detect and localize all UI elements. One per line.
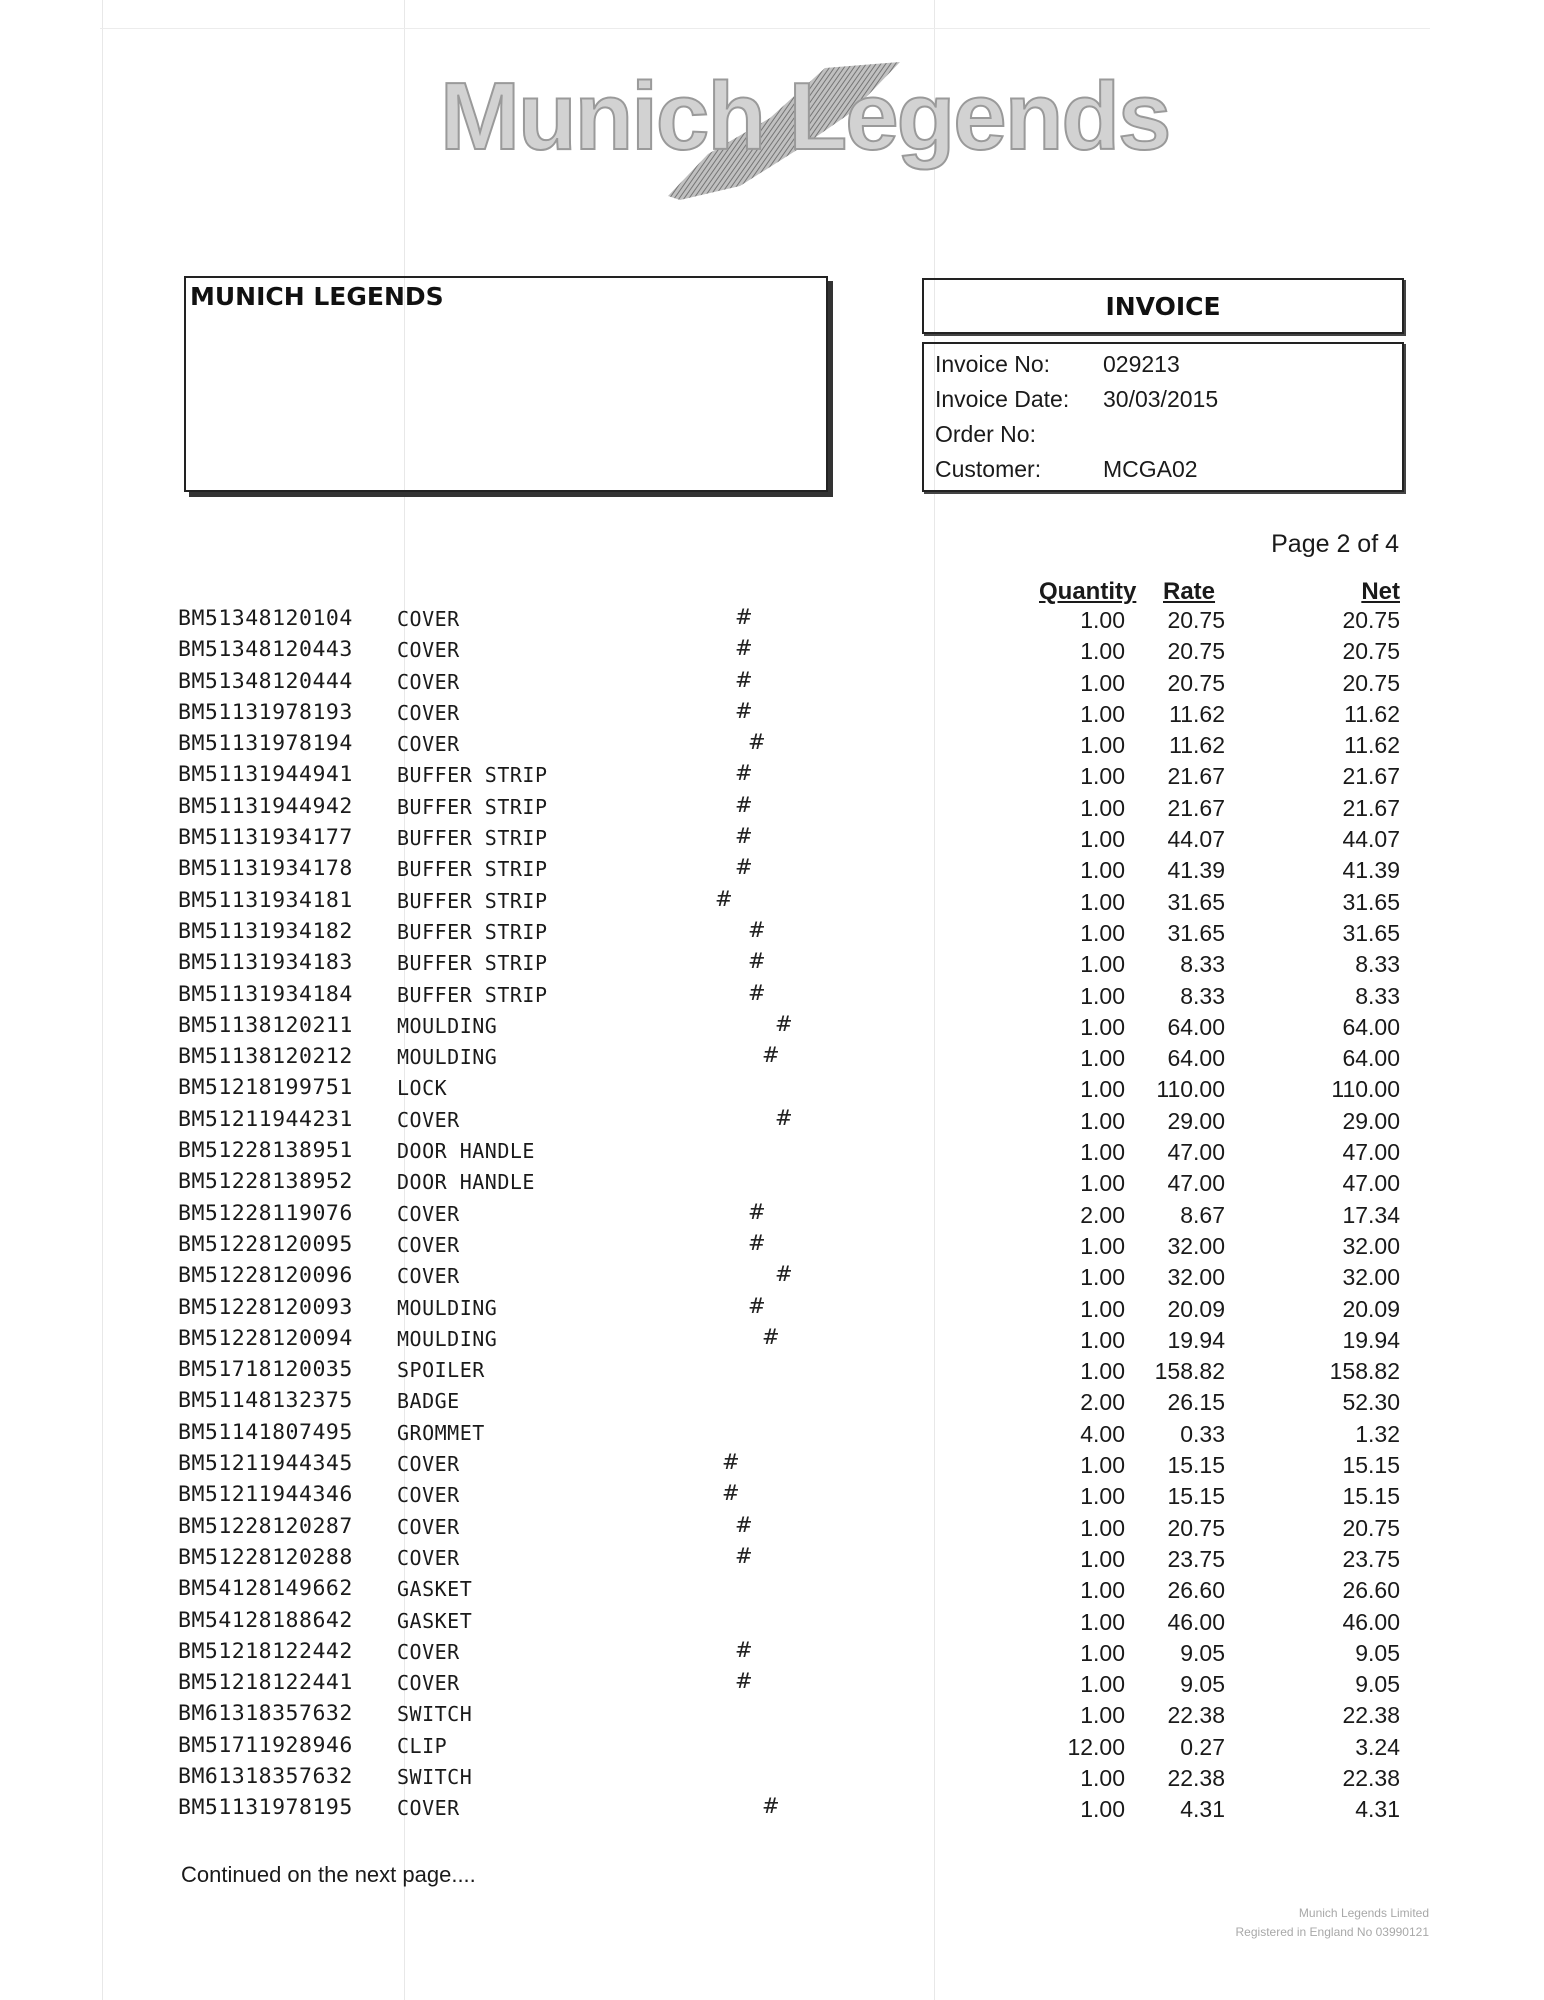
item-description: MOULDING — [397, 1295, 498, 1320]
item-mark: # — [735, 698, 753, 723]
table-row — [0, 1199, 1544, 1230]
item-net: 1.32 — [1355, 1420, 1400, 1447]
invoice-details-box — [922, 342, 1404, 492]
item-mark: # — [735, 1543, 753, 1568]
table-row — [0, 792, 1544, 823]
item-quantity: 1.00 — [1080, 1671, 1125, 1698]
item-code: BM51211944231 — [178, 1106, 353, 1132]
company-registration-footer — [1236, 1904, 1429, 1942]
item-description: BUFFER STRIP — [397, 888, 548, 913]
item-net: 20.75 — [1342, 1514, 1400, 1541]
table-row — [0, 1574, 1544, 1605]
item-net: 9.05 — [1355, 1671, 1400, 1698]
item-quantity: 2.00 — [1080, 1389, 1125, 1416]
item-quantity: 1.00 — [1080, 1796, 1125, 1823]
item-code: BM51228120288 — [178, 1544, 353, 1570]
item-mark: # — [775, 1262, 793, 1287]
item-description: COVER — [397, 700, 460, 725]
item-quantity: 1.00 — [1080, 1326, 1125, 1353]
item-mark: # — [748, 917, 766, 942]
item-code: BM51228120093 — [178, 1294, 353, 1320]
item-mark: # — [775, 1105, 793, 1130]
item-quantity: 1.00 — [1080, 982, 1125, 1009]
item-net: 46.00 — [1342, 1608, 1400, 1635]
item-rate: 26.60 — [1167, 1577, 1225, 1604]
item-code: BM51131934178 — [178, 856, 353, 882]
item-description: CLIP — [397, 1733, 448, 1758]
item-rate: 15.15 — [1167, 1452, 1225, 1479]
item-description: MOULDING — [397, 1326, 498, 1351]
item-code: BM51218199751 — [178, 1075, 353, 1101]
item-quantity: 1.00 — [1080, 1483, 1125, 1510]
item-quantity: 1.00 — [1080, 857, 1125, 884]
item-code: BM51131934182 — [178, 918, 353, 944]
item-description: COVER — [397, 1671, 460, 1696]
item-description: BADGE — [397, 1389, 460, 1414]
item-rate: 64.00 — [1167, 1013, 1225, 1040]
item-rate: 20.09 — [1167, 1295, 1225, 1322]
table-row — [0, 1606, 1544, 1637]
column-header-rate: Rate — [1163, 578, 1216, 605]
table-row — [0, 1731, 1544, 1762]
item-description: COVER — [397, 638, 460, 663]
item-mark: # — [762, 1043, 780, 1068]
item-code: BM51348120443 — [178, 637, 353, 663]
item-rate: 41.39 — [1167, 857, 1225, 884]
item-net: 32.00 — [1342, 1264, 1400, 1291]
item-net: 9.05 — [1355, 1639, 1400, 1666]
logo-text: Munich Legends — [440, 63, 1170, 170]
item-code: BM51131944941 — [178, 762, 353, 788]
item-code: BM51131978193 — [178, 699, 353, 725]
item-mark: # — [748, 980, 766, 1005]
item-quantity: 2.00 — [1080, 1201, 1125, 1228]
item-rate: 15.15 — [1167, 1483, 1225, 1510]
item-quantity: 1.00 — [1080, 1764, 1125, 1791]
item-description: BUFFER STRIP — [397, 857, 548, 882]
item-code: BM51141807495 — [178, 1419, 353, 1445]
item-net: 19.94 — [1342, 1326, 1400, 1353]
item-net: 64.00 — [1342, 1045, 1400, 1072]
continued-note: Continued on the next page.... — [181, 1862, 476, 1887]
item-code: BM51138120211 — [178, 1012, 353, 1038]
table-row — [0, 1230, 1544, 1261]
item-description: MOULDING — [397, 1013, 498, 1038]
item-quantity: 1.00 — [1080, 1358, 1125, 1385]
item-rate: 11.62 — [1169, 700, 1225, 727]
item-code: BM51131978195 — [178, 1795, 353, 1821]
item-net: 22.38 — [1342, 1702, 1400, 1729]
item-description: BUFFER STRIP — [397, 763, 548, 788]
item-mark: # — [735, 792, 753, 817]
item-code: BM51211944346 — [178, 1482, 353, 1508]
item-rate: 47.00 — [1167, 1139, 1225, 1166]
item-net: 29.00 — [1342, 1107, 1400, 1134]
item-quantity: 1.00 — [1080, 1139, 1125, 1166]
item-code: BM54128149662 — [178, 1576, 353, 1602]
item-mark: # — [735, 761, 753, 786]
table-row — [0, 1637, 1544, 1668]
item-code: BM51228120094 — [178, 1325, 353, 1351]
table-row — [0, 1293, 1544, 1324]
item-description: GASKET — [397, 1577, 473, 1602]
item-net: 110.00 — [1331, 1076, 1400, 1103]
item-quantity: 1.00 — [1080, 1577, 1125, 1604]
item-description: COVER — [397, 1514, 460, 1539]
item-description: BUFFER STRIP — [397, 826, 548, 851]
item-mark: # — [722, 1450, 740, 1475]
table-row — [0, 917, 1544, 948]
item-rate: 29.00 — [1167, 1107, 1225, 1134]
item-mark: # — [775, 1011, 793, 1036]
item-quantity: 1.00 — [1080, 700, 1125, 727]
page-indicator: Page 2 of 4 — [1271, 530, 1399, 558]
item-mark: # — [735, 667, 753, 692]
item-rate: 44.07 — [1167, 826, 1225, 853]
table-row — [0, 667, 1544, 698]
item-code: BM51131934184 — [178, 981, 353, 1007]
table-row — [0, 604, 1544, 635]
item-description: COVER — [397, 1201, 460, 1226]
item-net: 8.33 — [1355, 982, 1400, 1009]
item-mark: # — [748, 1293, 766, 1318]
item-net: 15.15 — [1342, 1452, 1400, 1479]
item-code: BM51718120035 — [178, 1357, 353, 1383]
item-rate: 31.65 — [1167, 919, 1225, 946]
table-row — [0, 1699, 1544, 1730]
item-quantity: 1.00 — [1080, 669, 1125, 696]
item-net: 20.75 — [1342, 607, 1400, 633]
detail-label: Invoice No: — [935, 351, 1051, 377]
detail-label: Invoice Date: — [935, 386, 1070, 412]
item-rate: 20.75 — [1167, 1514, 1225, 1541]
table-row — [0, 1512, 1544, 1543]
table-row — [0, 635, 1544, 666]
item-net: 3.24 — [1355, 1733, 1400, 1760]
item-mark: # — [748, 949, 766, 974]
item-net: 21.67 — [1342, 794, 1400, 821]
item-quantity: 1.00 — [1080, 1264, 1125, 1291]
table-row — [0, 1011, 1544, 1042]
table-row — [0, 854, 1544, 885]
item-description: SWITCH — [397, 1764, 473, 1789]
item-mark: # — [748, 1230, 766, 1255]
item-quantity: 1.00 — [1080, 763, 1125, 790]
table-row — [0, 1167, 1544, 1198]
item-description: COVER — [397, 1796, 460, 1821]
company-logo — [440, 58, 1170, 208]
item-net: 20.09 — [1342, 1295, 1400, 1322]
item-net: 26.60 — [1342, 1577, 1400, 1604]
item-description: BUFFER STRIP — [397, 951, 548, 976]
item-code: BM51711928946 — [178, 1732, 353, 1758]
table-row — [0, 1386, 1544, 1417]
item-mark: # — [748, 1199, 766, 1224]
item-quantity: 1.00 — [1080, 919, 1125, 946]
item-net: 47.00 — [1342, 1139, 1400, 1166]
item-net: 158.82 — [1329, 1358, 1400, 1385]
item-rate: 110.00 — [1156, 1076, 1225, 1103]
item-quantity: 1.00 — [1080, 888, 1125, 915]
table-row — [0, 1261, 1544, 1292]
item-code: BM51131944942 — [178, 793, 353, 819]
item-net: 11.62 — [1344, 700, 1400, 727]
item-code: BM61318357632 — [178, 1701, 353, 1727]
item-quantity: 1.00 — [1080, 1295, 1125, 1322]
table-row — [0, 729, 1544, 760]
item-net: 52.30 — [1342, 1389, 1400, 1416]
invoice-number: 029213 — [1103, 351, 1180, 377]
item-quantity: 1.00 — [1080, 1452, 1125, 1479]
item-quantity: 1.00 — [1080, 1232, 1125, 1259]
table-row — [0, 1418, 1544, 1449]
table-row — [0, 698, 1544, 729]
item-description: LOCK — [397, 1076, 448, 1101]
item-rate: 9.05 — [1180, 1639, 1225, 1666]
item-description: SPOILER — [397, 1358, 485, 1383]
item-net: 17.34 — [1342, 1201, 1400, 1228]
item-description: GROMMET — [397, 1420, 485, 1445]
item-rate: 20.75 — [1167, 669, 1225, 696]
item-rate: 158.82 — [1154, 1358, 1225, 1385]
item-net: 15.15 — [1342, 1483, 1400, 1510]
item-rate: 0.27 — [1180, 1733, 1225, 1760]
table-row — [0, 1073, 1544, 1104]
item-code: BM51228119076 — [178, 1200, 353, 1226]
item-net: 41.39 — [1342, 857, 1400, 884]
table-row — [0, 760, 1544, 791]
item-code: BM51138120212 — [178, 1044, 353, 1070]
item-code: BM61318357632 — [178, 1763, 353, 1789]
item-code: BM51228138952 — [178, 1169, 353, 1195]
table-row — [0, 1449, 1544, 1480]
item-rate: 4.31 — [1180, 1796, 1225, 1823]
item-rate: 8.33 — [1180, 951, 1225, 978]
item-quantity: 1.00 — [1080, 1639, 1125, 1666]
item-net: 64.00 — [1342, 1013, 1400, 1040]
item-mark: # — [735, 1512, 753, 1537]
item-quantity: 1.00 — [1080, 607, 1125, 633]
item-net: 32.00 — [1342, 1232, 1400, 1259]
item-code: BM51228138951 — [178, 1138, 353, 1164]
item-quantity: 1.00 — [1080, 1107, 1125, 1134]
item-net: 23.75 — [1342, 1545, 1400, 1572]
item-code: BM51348120104 — [178, 606, 353, 631]
item-mark: # — [748, 730, 766, 755]
item-mark: # — [722, 1481, 740, 1506]
item-net: 31.65 — [1342, 919, 1400, 946]
item-rate: 21.67 — [1167, 763, 1225, 790]
item-quantity: 1.00 — [1080, 1170, 1125, 1197]
item-code: BM51228120096 — [178, 1263, 353, 1289]
detail-label: Order No: — [935, 421, 1036, 447]
item-net: 11.62 — [1344, 732, 1400, 759]
item-description: COVER — [397, 732, 460, 757]
item-quantity: 1.00 — [1080, 1076, 1125, 1103]
item-quantity: 1.00 — [1080, 1514, 1125, 1541]
item-rate: 11.62 — [1169, 732, 1225, 759]
column-header-quantity: Quantity — [1039, 578, 1137, 605]
table-row — [0, 1793, 1544, 1824]
item-code: BM51211944345 — [178, 1451, 353, 1477]
item-code: BM54128188642 — [178, 1607, 353, 1633]
item-mark: # — [735, 1669, 753, 1694]
invoice-title: INVOICE — [1105, 291, 1221, 321]
item-rate: 21.67 — [1167, 794, 1225, 821]
item-rate: 26.15 — [1167, 1389, 1225, 1416]
item-mark: # — [735, 855, 753, 880]
footer-registration: Registered in England No 03990121 — [1235, 1925, 1429, 1939]
sender-name: MUNICH LEGENDS — [190, 282, 444, 311]
table-row — [0, 1105, 1544, 1136]
item-description: BUFFER STRIP — [397, 982, 548, 1007]
item-description: COVER — [397, 1452, 460, 1477]
item-rate: 47.00 — [1167, 1170, 1225, 1197]
item-mark: # — [762, 1794, 780, 1819]
item-net: 47.00 — [1342, 1170, 1400, 1197]
table-row — [0, 1762, 1544, 1793]
table-row — [0, 1543, 1544, 1574]
item-description: MOULDING — [397, 1045, 498, 1070]
table-row — [0, 1355, 1544, 1386]
item-net: 20.75 — [1342, 638, 1400, 665]
item-description: BUFFER STRIP — [397, 794, 548, 819]
item-mark: # — [735, 636, 753, 661]
item-quantity: 1.00 — [1080, 1045, 1125, 1072]
item-description: BUFFER STRIP — [397, 919, 548, 944]
item-rate: 64.00 — [1167, 1045, 1225, 1072]
item-quantity: 1.00 — [1080, 951, 1125, 978]
table-row — [0, 823, 1544, 854]
item-rate: 32.00 — [1167, 1264, 1225, 1291]
item-net: 20.75 — [1342, 669, 1400, 696]
table-row — [0, 1042, 1544, 1073]
invoice-date: 30/03/2015 — [1103, 386, 1219, 412]
item-rate: 8.33 — [1180, 982, 1225, 1009]
item-rate: 22.38 — [1167, 1764, 1225, 1791]
footer-company-name: Munich Legends Limited — [1298, 1906, 1429, 1920]
item-code: BM51348120444 — [178, 668, 353, 694]
item-quantity: 12.00 — [1067, 1733, 1125, 1760]
table-row — [0, 1136, 1544, 1167]
item-net: 22.38 — [1342, 1764, 1400, 1791]
item-code: BM51148132375 — [178, 1388, 353, 1414]
item-quantity: 1.00 — [1080, 1608, 1125, 1635]
item-quantity: 1.00 — [1080, 638, 1125, 665]
table-row — [0, 1668, 1544, 1699]
item-description: COVER — [397, 1264, 460, 1289]
item-mark: # — [715, 886, 733, 911]
scan-artifact — [100, 28, 1430, 29]
item-net: 21.67 — [1342, 763, 1400, 790]
item-rate: 20.75 — [1167, 607, 1225, 633]
item-quantity: 1.00 — [1080, 794, 1125, 821]
item-description: COVER — [397, 669, 460, 694]
item-rate: 0.33 — [1180, 1420, 1225, 1447]
customer-code: MCGA02 — [1103, 456, 1198, 482]
table-row — [0, 980, 1544, 1011]
item-code: BM51228120287 — [178, 1513, 353, 1539]
item-rate: 9.05 — [1180, 1671, 1225, 1698]
item-description: COVER — [397, 607, 460, 631]
item-rate: 32.00 — [1167, 1232, 1225, 1259]
item-rate: 23.75 — [1167, 1545, 1225, 1572]
item-description: COVER — [397, 1483, 460, 1508]
item-quantity: 1.00 — [1080, 826, 1125, 853]
item-code: BM51228120095 — [178, 1231, 353, 1257]
item-description: COVER — [397, 1232, 460, 1257]
table-row — [0, 948, 1544, 979]
item-mark: # — [735, 824, 753, 849]
item-code: BM51131978194 — [178, 731, 353, 757]
item-quantity: 1.00 — [1080, 1545, 1125, 1572]
item-description: COVER — [397, 1107, 460, 1132]
item-description: GASKET — [397, 1608, 473, 1633]
item-description: COVER — [397, 1639, 460, 1664]
item-rate: 8.67 — [1180, 1201, 1225, 1228]
item-rate: 19.94 — [1167, 1326, 1225, 1353]
item-code: BM51131934177 — [178, 825, 353, 851]
item-rate: 20.75 — [1167, 638, 1225, 665]
item-net: 8.33 — [1355, 951, 1400, 978]
item-code: BM51218122442 — [178, 1638, 353, 1664]
item-description: DOOR HANDLE — [397, 1139, 535, 1164]
table-row — [0, 886, 1544, 917]
item-quantity: 4.00 — [1080, 1420, 1125, 1447]
table-row — [0, 1324, 1544, 1355]
detail-label: Customer: — [935, 456, 1042, 482]
table-row — [0, 1480, 1544, 1511]
line-items-table — [0, 604, 1544, 1825]
item-rate: 31.65 — [1167, 888, 1225, 915]
item-code: BM51131934181 — [178, 887, 353, 913]
invoice-title-box — [922, 278, 1404, 334]
item-mark: # — [735, 605, 753, 629]
item-mark: # — [762, 1324, 780, 1349]
item-mark: # — [735, 1637, 753, 1662]
sender-address-box — [184, 276, 828, 492]
item-code: BM51131934183 — [178, 950, 353, 976]
item-net: 4.31 — [1355, 1796, 1400, 1823]
item-quantity: 1.00 — [1080, 732, 1125, 759]
item-net: 44.07 — [1342, 826, 1400, 853]
item-description: COVER — [397, 1545, 460, 1570]
item-description: SWITCH — [397, 1702, 473, 1727]
item-rate: 46.00 — [1167, 1608, 1225, 1635]
item-description: DOOR HANDLE — [397, 1170, 535, 1195]
item-rate: 22.38 — [1167, 1702, 1225, 1729]
column-header-net: Net — [1361, 578, 1400, 605]
item-code: BM51218122441 — [178, 1670, 353, 1696]
item-net: 31.65 — [1342, 888, 1400, 915]
item-quantity: 1.00 — [1080, 1013, 1125, 1040]
item-quantity: 1.00 — [1080, 1702, 1125, 1729]
